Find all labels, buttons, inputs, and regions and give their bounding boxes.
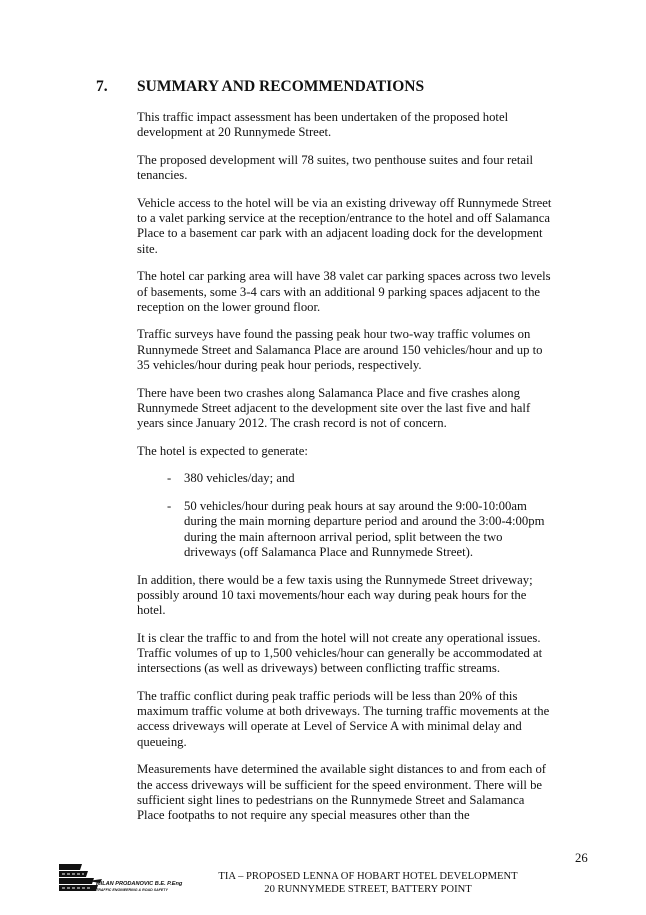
bullet-dash: -	[167, 471, 172, 486]
footer-line-1: TIA – PROPOSED LENNA OF HOBART HOTEL DEVELOPMENT	[218, 871, 518, 882]
bullet-text: 50 vehicles/hour during peak hours at say around the 9:00-10:00am during the main morning departure period and around the 3:00-4:00pm during the main afternoon arrival period, split between the two driveways (off Salamanca Place and Runnymede Street).	[184, 499, 545, 559]
bullet-item	[137, 471, 553, 486]
bullet-list	[137, 471, 553, 560]
logo-name: MILAN PRODANOVIC B.E. P.Eng	[96, 881, 183, 887]
paragraph-crashes: There have been two crashes along Salamanca Place and five crashes along Runnymede Street adjacent to the development site over the last five and half years since January 2012. The crash record is not of concern.	[137, 385, 531, 431]
paragraph-taxis: In addition, there would be a few taxis using the Runnymede Street driveway; possibly around 10 taxi movements/hour each way during peak hours for the hotel.	[137, 572, 533, 618]
section-title: SUMMARY AND RECOMMENDATIONS	[137, 78, 425, 95]
bullet-text: 380 vehicles/day; and	[184, 471, 295, 486]
paragraph-parking: The hotel car parking area will have 38 valet car parking spaces across two levels of basements, some 3-4 cars with an additional 9 parking spaces adjacent to the reception on the lower ground floor.	[137, 269, 551, 314]
page-number: 26	[575, 851, 588, 865]
paragraph-access: Vehicle access to the hotel will be via an existing driveway off Runnymede Street to a valet parking service at the reception/entrance to the hotel and off Salamanca Place to a basement car park with an adjacent loading dock for the development site.	[137, 195, 552, 256]
section-number: 7.	[96, 78, 108, 95]
paragraph-sight-distances: Measurements have determined the available sight distances to and from each of the access driveways will be sufficient for the speed environment. There will be sufficient sight lines to pedestrians on the Runnymede Street and Salamanca Place footpaths to not require any special measures other than the	[137, 762, 547, 823]
paragraph-operational: It is clear the traffic to and from the hotel will not create any operational issues. Traffic volumes of up to 1,500 vehicles/hour can generally be accommodated at intersections (as well as driveways) between conflicting traffic streams.	[137, 630, 543, 676]
section-heading	[96, 78, 424, 96]
bullet-dash: -	[167, 499, 172, 514]
bullet-item	[137, 499, 553, 560]
paragraph-intro: This traffic impact assessment has been undertaken of the proposed hotel development at 20 Runnymede Street.	[137, 110, 509, 140]
document-body	[137, 110, 553, 836]
paragraph-surveys: Traffic surveys have found the passing peak hour two-way traffic volumes on Runnymede Street and Salamanca Place are around 150 vehicles/hour and up to 35 vehicles/hour during peak hour periods, respectively.	[137, 327, 543, 373]
page-footer	[200, 870, 536, 896]
paragraph-conflict: The traffic conflict during peak traffic periods will be less than 20% of this maximum traffic volume at both driveways. The turning traffic movements at the access driveways will operate at Level of Service A with minimal delay and queueing.	[137, 688, 550, 749]
logo-tagline: TRAFFIC ENGINEERING & ROAD SAFETY	[96, 888, 168, 892]
footer-line-2: 20 RUNNYMEDE STREET, BATTERY POINT	[264, 884, 472, 895]
paragraph-development: The proposed development will 78 suites, two penthouse suites and four retail tenancies.	[137, 152, 534, 183]
paragraph-generate: The hotel is expected to generate:	[137, 443, 308, 458]
